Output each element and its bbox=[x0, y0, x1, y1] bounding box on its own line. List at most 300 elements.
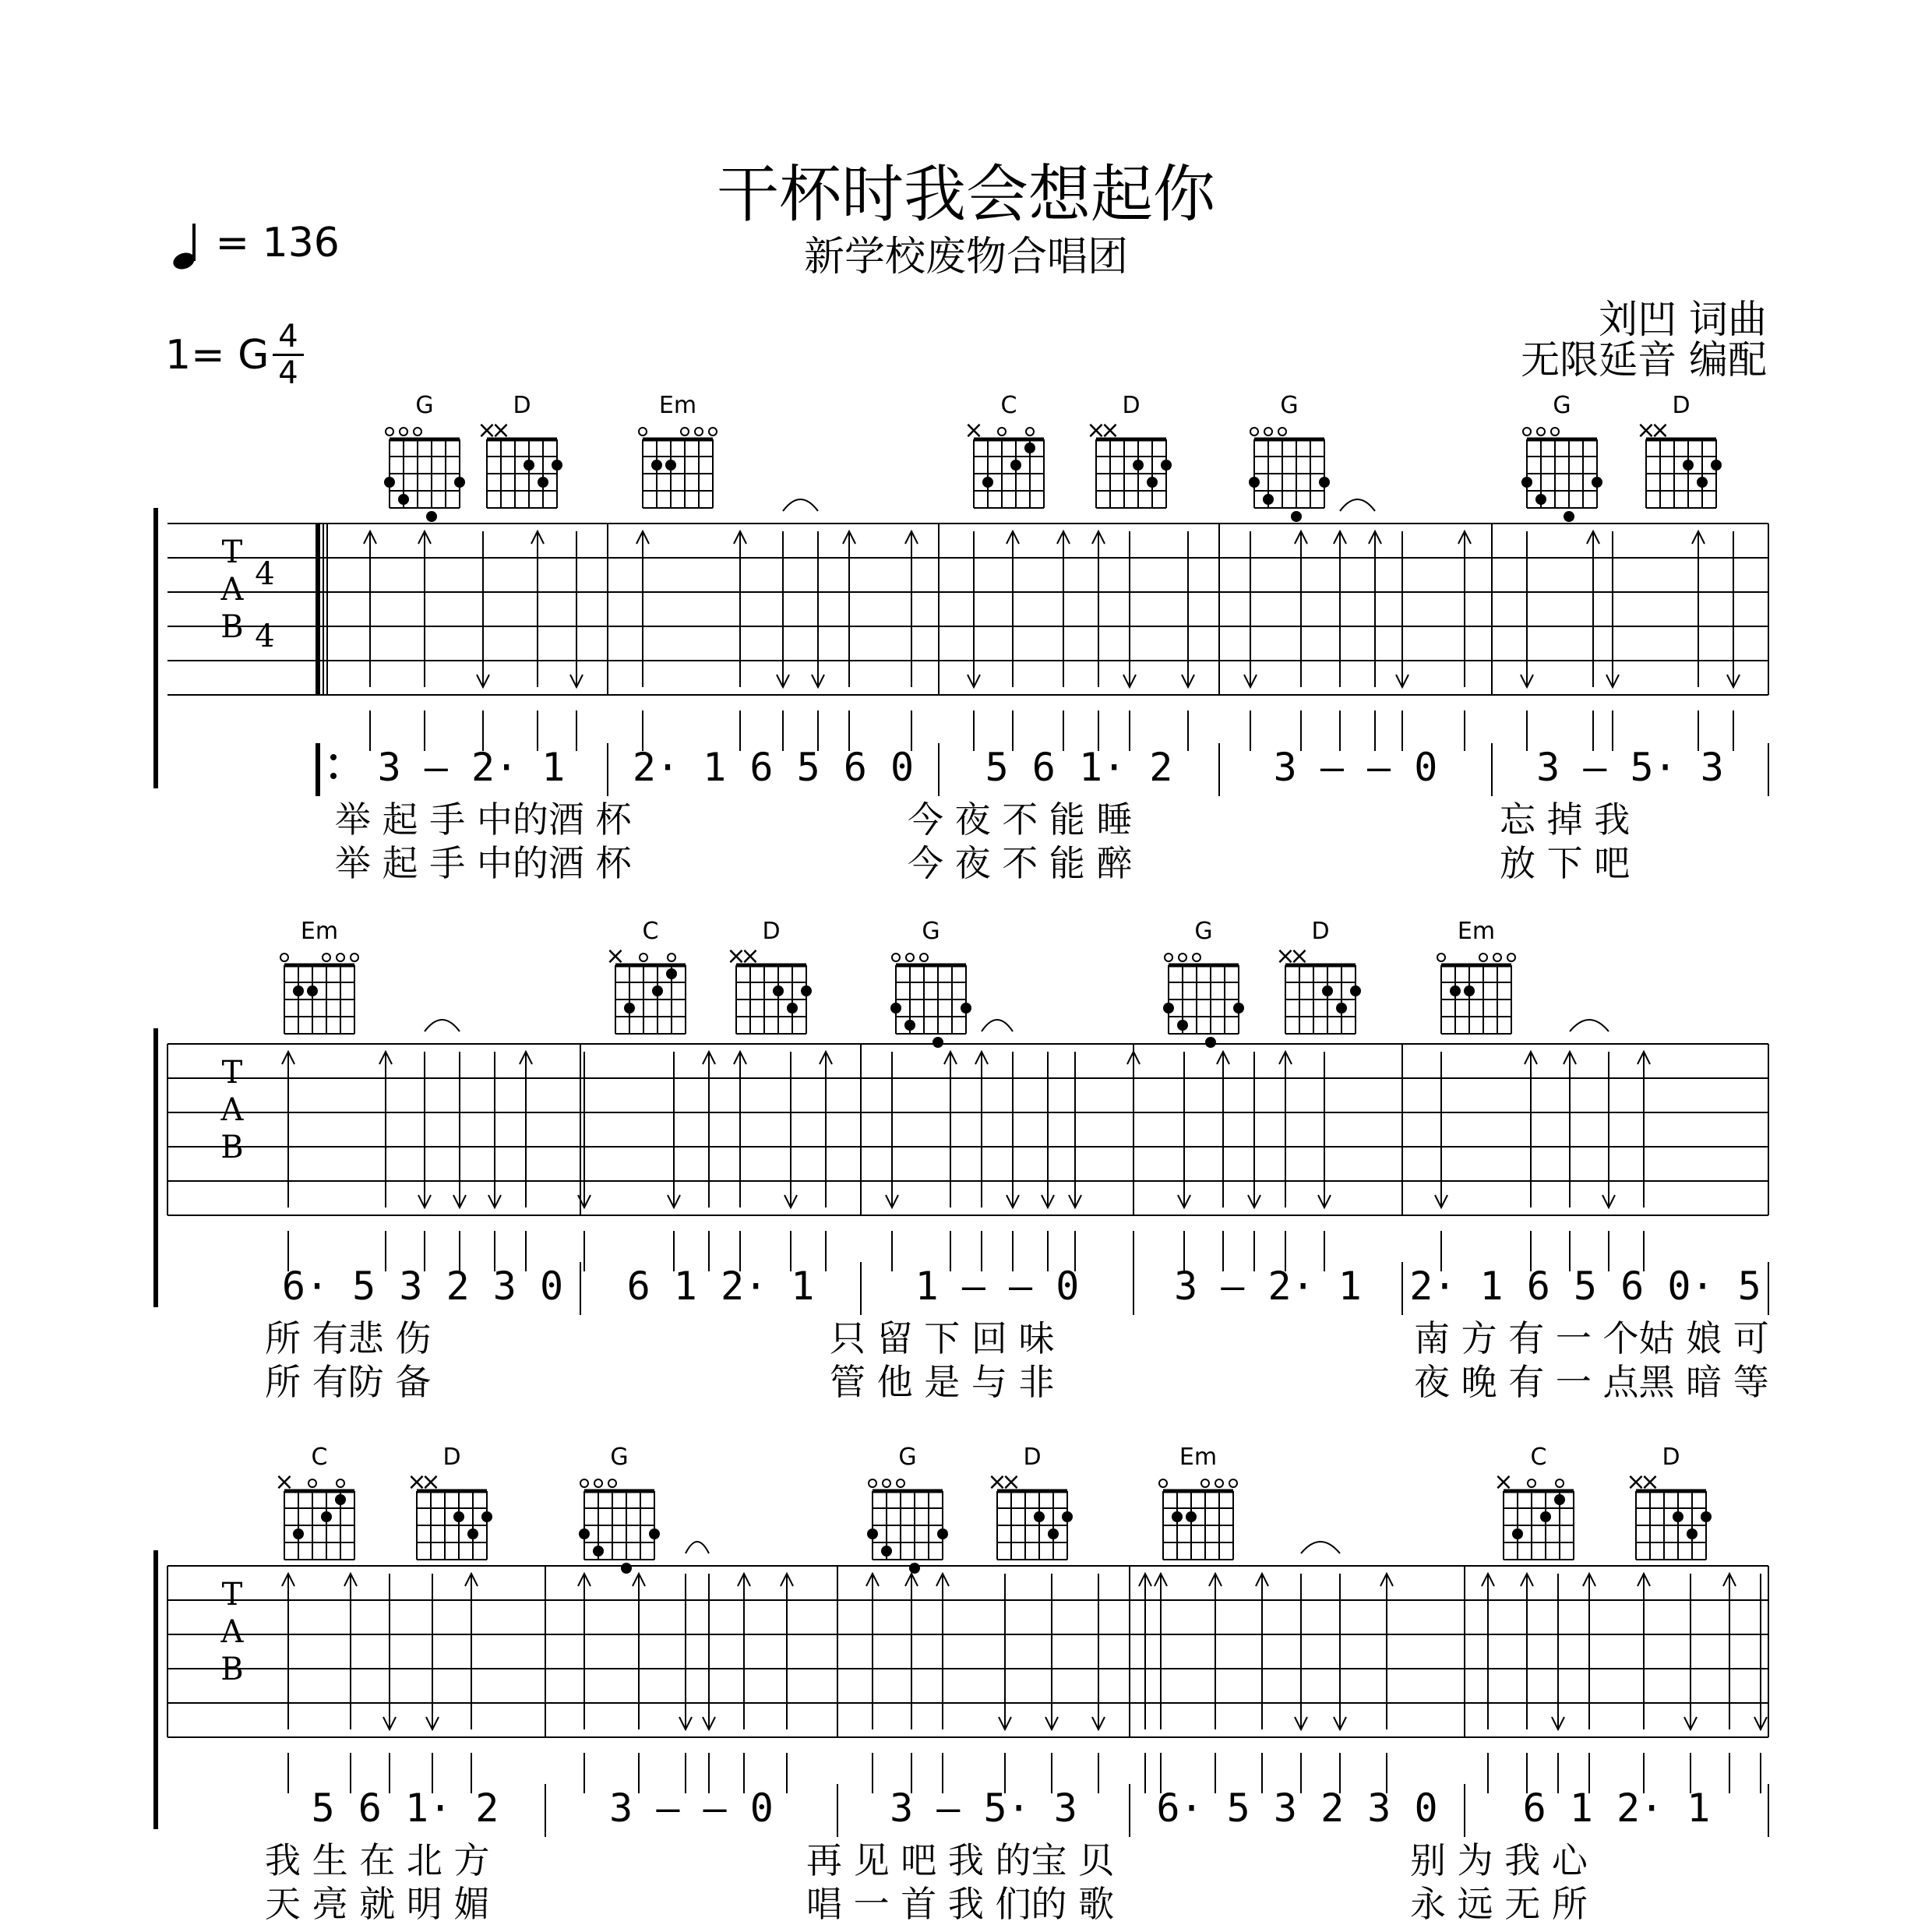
jianpu-measure: 6· 5 3 2 3 0 bbox=[281, 1264, 564, 1309]
finger-dot bbox=[1687, 1528, 1698, 1539]
open-string-marker bbox=[337, 1479, 344, 1487]
lyric-verse-2: 所 有防 备 bbox=[265, 1361, 432, 1403]
chord-name: G bbox=[898, 1444, 917, 1471]
finger-dot bbox=[881, 1546, 892, 1557]
lyric-verse-1: 今 夜 不 能 睡 bbox=[908, 799, 1133, 841]
tab-clef-letter: B bbox=[220, 1130, 244, 1165]
open-string-marker bbox=[386, 428, 393, 435]
open-string-marker bbox=[1479, 954, 1487, 961]
chord-name: D bbox=[762, 918, 781, 945]
strum-down-arrow bbox=[1042, 1052, 1054, 1271]
strum-down-arrow bbox=[1521, 531, 1533, 751]
finger-dot bbox=[1205, 1037, 1216, 1048]
chord-diagram-d bbox=[477, 392, 562, 508]
strum-down-arrow bbox=[999, 1574, 1011, 1793]
jianpu-measure: 5 6 1· 2 bbox=[311, 1786, 499, 1831]
open-string-marker bbox=[1165, 954, 1172, 961]
finger-dot bbox=[1163, 1003, 1174, 1014]
tab-clef-letter: A bbox=[220, 1092, 244, 1128]
strum-up-arrow bbox=[1127, 1052, 1140, 1271]
muted-string-marker: × bbox=[407, 1468, 427, 1496]
strum-down-arrow bbox=[1727, 531, 1740, 751]
finger-dot bbox=[1161, 460, 1172, 471]
strum-down-arrow bbox=[679, 1574, 692, 1793]
strum-up-arrow bbox=[1587, 531, 1599, 751]
finger-dot bbox=[1512, 1528, 1523, 1539]
muted-string-marker: × bbox=[987, 1468, 1007, 1496]
finger-dot bbox=[1249, 477, 1260, 488]
open-string-marker bbox=[869, 1479, 876, 1487]
strum-up-arrow bbox=[1583, 1574, 1595, 1793]
finger-dot bbox=[652, 985, 663, 996]
strum-down-arrow bbox=[1606, 531, 1619, 751]
finger-dot bbox=[665, 460, 676, 471]
strum-up-arrow bbox=[1723, 1574, 1736, 1793]
lyric-verse-1: 举 起 手 中的酒 杯 bbox=[335, 799, 632, 841]
lyric-verse-2: 放 下 吧 bbox=[1500, 842, 1631, 884]
strum-down-arrow bbox=[1552, 1574, 1564, 1793]
open-string-marker bbox=[1523, 428, 1531, 435]
strum-down-arrow bbox=[1069, 1052, 1081, 1271]
strum-down-arrow bbox=[1123, 531, 1136, 751]
jianpu-measure: 3 – 5· 3 bbox=[1536, 745, 1724, 790]
jianpu-measure: 2· 1 6 5 6 0· 5 bbox=[1409, 1264, 1761, 1309]
lyric-verse-1: 再 见 吧 我 的宝 贝 bbox=[806, 1839, 1115, 1881]
open-string-marker bbox=[1556, 1479, 1564, 1487]
muted-string-marker: × bbox=[491, 417, 511, 444]
open-string-marker bbox=[1026, 428, 1034, 435]
strum-down-arrow bbox=[1318, 1052, 1331, 1271]
finger-dot bbox=[552, 460, 562, 471]
finger-dot bbox=[1540, 1511, 1551, 1522]
strum-down-arrow bbox=[1334, 1574, 1346, 1793]
open-string-marker bbox=[1193, 954, 1200, 961]
chord-diagram-d bbox=[407, 1444, 492, 1560]
strum-down-arrow bbox=[668, 1052, 680, 1271]
tab-clef-letter: T bbox=[221, 534, 243, 570]
strum-down-arrow bbox=[1182, 531, 1194, 751]
repeat-dot bbox=[330, 773, 337, 779]
open-string-marker bbox=[892, 954, 900, 961]
lyric-verse-2: 管 他 是 与 非 bbox=[830, 1361, 1055, 1403]
chord-diagram-g bbox=[579, 1444, 660, 1574]
finger-dot bbox=[467, 1528, 478, 1539]
chord-diagram-d bbox=[1275, 918, 1361, 1034]
muted-string-marker: × bbox=[964, 417, 984, 444]
open-string-marker bbox=[920, 954, 928, 961]
jianpu-measure: 3 – – 0 bbox=[1273, 745, 1438, 790]
finger-dot bbox=[649, 1528, 660, 1539]
strum-up-arrow bbox=[1564, 1052, 1576, 1271]
muted-string-marker: × bbox=[1289, 943, 1310, 970]
strum-up-arrow bbox=[1638, 1574, 1650, 1793]
chord-name: C bbox=[311, 1444, 328, 1471]
muted-string-marker: × bbox=[477, 417, 497, 444]
strum-up-arrow bbox=[636, 531, 649, 751]
strum-up-arrow bbox=[282, 1574, 294, 1793]
finger-dot bbox=[1062, 1511, 1073, 1522]
lyric-verse-2: 今 夜 不 能 醉 bbox=[908, 842, 1133, 884]
finger-dot bbox=[1291, 511, 1302, 522]
open-string-marker bbox=[668, 954, 675, 961]
chord-name: D bbox=[513, 392, 531, 419]
chord-name: D bbox=[1662, 1444, 1680, 1471]
finger-dot bbox=[1147, 477, 1158, 488]
chord-diagram-em bbox=[1437, 918, 1515, 1034]
strum-down-arrow bbox=[784, 1052, 797, 1271]
strum-down-arrow bbox=[1754, 1574, 1767, 1793]
strum-down-arrow bbox=[1092, 1574, 1105, 1793]
strum-down-arrow bbox=[1244, 531, 1257, 751]
lyric-verse-1: 我 生 在 北 方 bbox=[265, 1839, 490, 1881]
open-string-marker bbox=[1537, 428, 1545, 435]
muted-string-marker: × bbox=[1100, 417, 1120, 444]
open-string-marker bbox=[1215, 1479, 1223, 1487]
open-string-marker bbox=[640, 954, 647, 961]
jianpu-measure: 6· 5 3 2 3 0 bbox=[1156, 1786, 1438, 1831]
open-string-marker bbox=[351, 954, 358, 961]
strum-up-arrow bbox=[1279, 1052, 1292, 1271]
finger-dot bbox=[1186, 1511, 1197, 1522]
open-string-marker bbox=[639, 428, 647, 435]
finger-dot bbox=[384, 477, 395, 488]
muted-string-marker: × bbox=[1650, 417, 1670, 444]
open-string-marker bbox=[1278, 428, 1286, 435]
jianpu-measure: 3 – 5· 3 bbox=[890, 1786, 1077, 1831]
muted-string-marker: × bbox=[605, 943, 626, 970]
strum-up-arrow bbox=[734, 1052, 746, 1271]
chord-diagram-c bbox=[964, 392, 1044, 508]
open-string-marker bbox=[594, 1479, 602, 1487]
strum-up-arrow bbox=[418, 531, 431, 751]
finger-dot bbox=[1701, 1511, 1712, 1522]
chord-name: G bbox=[922, 918, 940, 945]
jianpu-measure: 3 – 2· 1 bbox=[377, 745, 566, 790]
chord-diagram-d bbox=[987, 1444, 1073, 1560]
strum-up-arrow bbox=[820, 1052, 832, 1271]
tie-arc bbox=[1570, 1020, 1609, 1031]
open-string-marker bbox=[1493, 954, 1501, 961]
open-string-marker bbox=[280, 954, 288, 961]
finger-dot bbox=[621, 1563, 632, 1574]
strum-up-arrow bbox=[1256, 1574, 1268, 1793]
open-string-marker bbox=[998, 428, 1006, 435]
chord-diagram-d bbox=[726, 918, 812, 1034]
tab-clef-letter: B bbox=[220, 1652, 244, 1687]
strum-up-arrow bbox=[936, 1574, 949, 1793]
open-string-marker bbox=[897, 1479, 904, 1487]
chord-diagram-em bbox=[639, 392, 717, 508]
strum-up-arrow bbox=[1482, 1574, 1494, 1793]
open-string-marker bbox=[1528, 1479, 1535, 1487]
strum-up-arrow bbox=[734, 531, 746, 751]
finger-dot bbox=[1172, 1511, 1183, 1522]
chord-diagram-c bbox=[274, 1444, 354, 1560]
finger-dot bbox=[321, 1511, 332, 1522]
tempo-value: = 136 bbox=[215, 220, 340, 266]
strum-up-arrow bbox=[843, 531, 855, 751]
strum-up-arrow bbox=[1521, 1574, 1533, 1793]
finger-dot bbox=[1683, 460, 1694, 471]
chord-name: G bbox=[415, 392, 434, 419]
open-string-marker bbox=[1179, 954, 1186, 961]
chord-name: D bbox=[1122, 392, 1141, 419]
open-string-marker bbox=[906, 954, 914, 961]
finger-dot bbox=[651, 460, 662, 471]
finger-dot bbox=[867, 1528, 878, 1539]
muted-string-marker: × bbox=[1640, 1468, 1660, 1496]
open-string-marker bbox=[308, 1479, 316, 1487]
finger-dot bbox=[1048, 1528, 1059, 1539]
chord-diagram-d bbox=[1086, 392, 1172, 508]
strum-up-arrow bbox=[1295, 531, 1307, 751]
strum-down-arrow bbox=[383, 1574, 396, 1793]
finger-dot bbox=[666, 968, 677, 979]
strum-up-arrow bbox=[1369, 531, 1381, 751]
muted-string-marker: × bbox=[740, 943, 760, 970]
open-string-marker bbox=[608, 1479, 616, 1487]
artist-name: 新学校废物合唱团 bbox=[803, 234, 1128, 280]
chord-name: G bbox=[1194, 918, 1213, 945]
finger-dot bbox=[1263, 494, 1274, 505]
finger-dot bbox=[1024, 442, 1035, 453]
finger-dot bbox=[453, 1511, 464, 1522]
music-system-1 bbox=[156, 392, 1768, 884]
tab-clef-letter: A bbox=[220, 1614, 244, 1650]
chord-diagram-d bbox=[1626, 1444, 1712, 1560]
lyric-verse-1: 别 为 我 心 bbox=[1410, 1839, 1588, 1881]
music-system-3 bbox=[156, 1444, 1768, 1925]
strum-down-arrow bbox=[570, 531, 583, 751]
lyric-verse-1: 南 方 有 一 个姑 娘 可 bbox=[1414, 1317, 1769, 1359]
tab-time-top: 4 bbox=[255, 556, 275, 592]
finger-dot bbox=[1133, 460, 1144, 471]
chord-name: D bbox=[1023, 1444, 1042, 1471]
finger-dot bbox=[801, 985, 812, 996]
strum-down-arrow bbox=[453, 1052, 466, 1271]
muted-string-marker: × bbox=[1275, 943, 1296, 970]
open-string-marker bbox=[1229, 1479, 1237, 1487]
tie-arc bbox=[686, 1542, 709, 1553]
chord-name: C bbox=[1000, 392, 1017, 419]
lyric-verse-2: 夜 晚 有 一 点黑 暗 等 bbox=[1414, 1361, 1769, 1403]
strum-up-arrow bbox=[1334, 531, 1346, 751]
finger-dot bbox=[773, 985, 784, 996]
chord-name: Em bbox=[658, 392, 697, 419]
finger-dot bbox=[1010, 460, 1021, 471]
strum-down-arrow bbox=[703, 1574, 715, 1793]
muted-string-marker: × bbox=[1636, 417, 1656, 444]
strum-down-arrow bbox=[1684, 1574, 1697, 1793]
chord-diagram-g bbox=[1163, 918, 1244, 1048]
tie-arc bbox=[1301, 1542, 1340, 1553]
lyric-verse-1: 忘 掉 我 bbox=[1500, 799, 1631, 841]
open-string-marker bbox=[323, 954, 330, 961]
tie-arc bbox=[1340, 499, 1375, 511]
tab-time-bottom: 4 bbox=[255, 619, 275, 654]
strum-down-arrow bbox=[968, 531, 980, 751]
chord-name: G bbox=[1553, 392, 1571, 419]
jianpu-measure: 6 1 2· 1 bbox=[626, 1264, 815, 1309]
key-signature: 1= G bbox=[165, 332, 270, 379]
repeat-dot bbox=[330, 754, 337, 760]
finger-dot bbox=[624, 1003, 635, 1014]
finger-dot bbox=[1034, 1511, 1045, 1522]
strum-down-arrow bbox=[1178, 1052, 1190, 1271]
strum-down-arrow bbox=[1248, 1052, 1260, 1271]
jianpu-measure: 6 1 2· 1 bbox=[1522, 1786, 1711, 1831]
lyric-verse-1: 所 有悲 伤 bbox=[265, 1317, 432, 1359]
finger-dot bbox=[1554, 1494, 1565, 1505]
strum-up-arrow bbox=[781, 1574, 793, 1793]
open-string-marker bbox=[400, 428, 407, 435]
music-system-2 bbox=[156, 918, 1769, 1403]
open-string-marker bbox=[695, 428, 703, 435]
finger-dot bbox=[933, 1037, 943, 1048]
strum-down-arrow bbox=[488, 1052, 501, 1271]
finger-dot bbox=[1336, 1003, 1347, 1014]
finger-dot bbox=[426, 511, 437, 522]
lyric-verse-2: 永 远 无 所 bbox=[1410, 1883, 1588, 1925]
strum-up-arrow bbox=[1380, 1574, 1393, 1793]
chord-diagram-em bbox=[1159, 1444, 1237, 1560]
strum-up-arrow bbox=[379, 1052, 392, 1271]
strum-up-arrow bbox=[282, 1052, 294, 1271]
finger-dot bbox=[293, 1528, 304, 1539]
song-title: 干杯时我会想起你 bbox=[717, 158, 1215, 231]
strum-up-arrow bbox=[1092, 531, 1105, 751]
lyric-verse-1: 只 留 下 回 味 bbox=[830, 1317, 1055, 1359]
chord-name: Em bbox=[1179, 1444, 1218, 1471]
finger-dot bbox=[1450, 985, 1461, 996]
jianpu-measure: 3 – – 0 bbox=[609, 1786, 774, 1831]
muted-string-marker: × bbox=[1626, 1468, 1646, 1496]
chord-name: D bbox=[442, 1444, 461, 1471]
finger-dot bbox=[454, 477, 465, 488]
tab-clef-letter: T bbox=[221, 1577, 243, 1613]
finger-dot bbox=[524, 460, 534, 471]
chord-name: Em bbox=[1457, 918, 1496, 945]
strum-up-arrow bbox=[905, 531, 918, 751]
open-string-marker bbox=[1264, 428, 1272, 435]
strum-up-arrow bbox=[975, 1052, 988, 1271]
strum-up-arrow bbox=[1139, 1574, 1151, 1793]
finger-dot bbox=[1711, 460, 1722, 471]
strum-down-arrow bbox=[1435, 1052, 1447, 1271]
finger-dot bbox=[1564, 511, 1574, 522]
strum-down-arrow bbox=[1045, 1574, 1058, 1793]
finger-dot bbox=[909, 1563, 920, 1574]
strum-up-arrow bbox=[703, 1052, 715, 1271]
finger-dot bbox=[787, 1003, 798, 1014]
finger-dot bbox=[1535, 494, 1546, 505]
chord-name: C bbox=[642, 918, 659, 945]
tie-arc bbox=[425, 1020, 460, 1031]
lyric-verse-2: 举 起 手 中的酒 杯 bbox=[335, 842, 632, 884]
open-string-marker bbox=[709, 428, 717, 435]
muted-string-marker: × bbox=[726, 943, 746, 970]
muted-string-marker: × bbox=[421, 1468, 441, 1496]
finger-dot bbox=[1319, 477, 1330, 488]
finger-dot bbox=[1673, 1511, 1683, 1522]
strum-down-arrow bbox=[418, 1052, 431, 1271]
open-string-marker bbox=[1437, 954, 1445, 961]
strum-up-arrow bbox=[633, 1574, 645, 1793]
finger-dot bbox=[937, 1528, 948, 1539]
strum-down-arrow bbox=[1396, 531, 1408, 751]
chord-name: D bbox=[1311, 918, 1330, 945]
strum-up-arrow bbox=[531, 531, 544, 751]
open-string-marker bbox=[1551, 428, 1559, 435]
time-signature-top: 4 bbox=[278, 319, 298, 354]
strum-up-arrow bbox=[1007, 531, 1019, 751]
finger-dot bbox=[1521, 477, 1532, 488]
strum-up-arrow bbox=[905, 1574, 918, 1793]
strum-up-arrow bbox=[738, 1574, 750, 1793]
lyric-verse-2: 天 亮 就 明 媚 bbox=[265, 1883, 490, 1925]
muted-string-marker: × bbox=[1086, 417, 1106, 444]
muted-string-marker: × bbox=[274, 1468, 294, 1496]
jianpu-measure: 3 – 2· 1 bbox=[1174, 1264, 1362, 1309]
finger-dot bbox=[904, 1020, 915, 1031]
finger-dot bbox=[307, 985, 318, 996]
strum-up-arrow bbox=[1638, 1052, 1650, 1271]
strum-down-arrow bbox=[426, 1574, 439, 1793]
finger-dot bbox=[1322, 985, 1333, 996]
finger-dot bbox=[593, 1546, 604, 1557]
finger-dot bbox=[398, 494, 409, 505]
chord-name: Em bbox=[300, 918, 339, 945]
strum-down-arrow bbox=[886, 1052, 898, 1271]
finger-dot bbox=[1350, 985, 1361, 996]
strum-up-arrow bbox=[1692, 531, 1705, 751]
open-string-marker bbox=[414, 428, 421, 435]
open-string-marker bbox=[1159, 1479, 1167, 1487]
open-string-marker bbox=[681, 428, 689, 435]
strum-up-arrow bbox=[1525, 1052, 1537, 1271]
strum-up-arrow bbox=[1155, 1574, 1167, 1793]
tab-clef-letter: T bbox=[221, 1055, 243, 1091]
strum-up-arrow bbox=[866, 1574, 879, 1793]
chord-diagram-c bbox=[605, 918, 686, 1034]
strum-up-arrow bbox=[1458, 531, 1471, 751]
strum-up-arrow bbox=[465, 1574, 478, 1793]
open-string-marker bbox=[1250, 428, 1258, 435]
chord-diagram-c bbox=[1493, 1444, 1574, 1560]
arranger-credit: 无限延音 编配 bbox=[1521, 337, 1767, 383]
jianpu-measure: 5 6 1· 2 bbox=[985, 745, 1173, 790]
tab-clef-letter: A bbox=[220, 572, 244, 608]
finger-dot bbox=[1464, 985, 1475, 996]
chord-name: G bbox=[610, 1444, 629, 1471]
strum-up-arrow bbox=[578, 1574, 591, 1793]
chord-name: G bbox=[1280, 392, 1299, 419]
finger-dot bbox=[1177, 1020, 1188, 1031]
chord-diagram-g bbox=[1521, 392, 1602, 522]
finger-dot bbox=[1233, 1003, 1244, 1014]
strum-up-arrow bbox=[1057, 531, 1070, 751]
tie-arc bbox=[783, 499, 818, 511]
chord-diagram-g bbox=[384, 392, 465, 522]
time-signature-bottom: 4 bbox=[278, 355, 298, 391]
strum-up-arrow bbox=[344, 1574, 357, 1793]
strum-up-arrow bbox=[944, 1052, 957, 1271]
tie-arc bbox=[982, 1020, 1013, 1031]
strum-down-arrow bbox=[477, 531, 489, 751]
finger-dot bbox=[1592, 477, 1602, 488]
finger-dot bbox=[1697, 477, 1708, 488]
strum-down-arrow bbox=[812, 531, 824, 751]
